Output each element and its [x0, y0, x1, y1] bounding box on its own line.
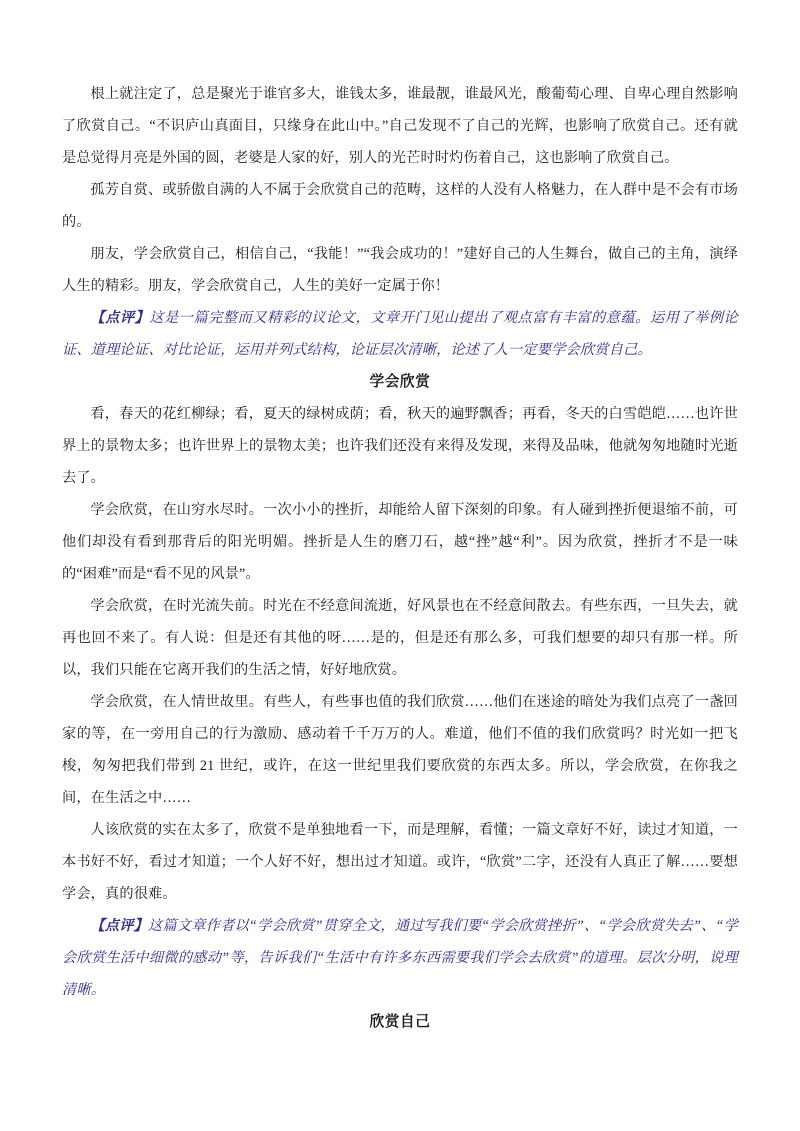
paragraph-seasons: 看，春天的花红柳绿；看，夏天的绿树成荫；看，秋天的遍野飘香；再看，冬天的白雪皑皑……也许世界上的景物太多；也许世界上的景物太美；也许我们还没有来得及发现，来得及品味，他就匆匆地随时光逝去了。 — [62, 406, 738, 486]
commentary-tag-first: 【点评】 — [90, 310, 150, 326]
commentary-second — [62, 910, 738, 1006]
paragraph-self-admiration: 孤芳自赏、或骄傲自满的人不属于会欣赏自己的范畴，这样的人没有人格魅力，在人群中是不会有市场的。 — [62, 182, 738, 230]
paragraph-setback: 学会欣赏，在山穷水尽时。一次小小的挫折，却能给人留下深刻的印象。有人碰到挫折便退缩不前，可他们却没有看到那背后的阳光明媚。挫折是人生的磨刀石，越“挫”越“利”。因为欣赏，挫折才不是一味的“困难”而是“看不见的风景”。 — [62, 502, 738, 582]
document-content — [62, 78, 738, 1038]
paragraph-human-affairs: 学会欣赏，在人情世故里。有些人，有些事也值的我们欣赏……他们在迷途的暗处为我们点亮了一盏回家的等，在一旁用自己的行为激励、感动着千千万万的人。难道，他们不值的我们欣赏吗？时光如一把飞梭，匆匆把我们带到 21 世纪，或许，在这一世纪里我们要欣赏的东西太多。所以，学会欣赏，在你我之间，在生活之中…… — [62, 694, 738, 806]
essay-title-appreciate-yourself: 欣赏自己 — [369, 1014, 431, 1030]
commentary-tag-second: 【点评】 — [90, 918, 149, 934]
paragraph-friend-learn: 朋友，学会欣赏自己，相信自己，“我能！”“我会成功的！”建好自己的人生舞台，做自己的主角，演绎人生的精彩。朋友，学会欣赏自己，人生的美好一定属于你！ — [62, 246, 738, 294]
essay-title-learn-to-appreciate: 学会欣赏 — [369, 374, 431, 390]
paragraph-time: 学会欣赏，在时光流失前。时光在不经意间流逝，好风景也在不经意间散去。有些东西，一旦失去，就再也回不来了。有人说：但是还有其他的呀……是的，但是还有那么多，可我们想要的却只有那一样。所以，我们只能在它离开我们的生活之情，好好地欣赏。 — [62, 598, 738, 678]
paragraph-understanding: 人该欣赏的实在太多了，欣赏不是单独地看一下，而是理解，看懂；一篇文章好不好，读过才知道，一本书好不好，看过才知道；一个人好不好，想出过才知道。或许，“欣赏”二字，还没有人真正了解……要想学会，真的很难。 — [62, 822, 738, 902]
paragraph-root-determined: 根上就注定了，总是聚光于谁官多大，谁钱太多，谁最靓，谁最风光，酸葡萄心理、自卑心理自然影响了欣赏自己。“不识庐山真面目，只缘身在此山中。”自己发现不了自己的光辉，也影响了欣赏自己。还有就是总觉得月亮是外国的圆，老婆是人家的好，别人的光芒时时灼伤着自己，这也影响了欣赏自己。 — [62, 86, 738, 166]
commentary-text-second: 这篇文章作者以“学会欣赏”贯穿全文，通过写我们要“学会欣赏挫折”、“学会欣赏失去”、“学会欣赏生活中细微的感动”等，告诉我们“生活中有许多东西需要我们学会去欣赏”的道理。层次分明，说理清晰。 — [62, 918, 738, 998]
commentary-text-first: 这是一篇完整而又精彩的议论文，文章开门见山提出了观点富有丰富的意蕴。运用了举例论证、道理论证、对比论证，运用并列式结构，论证层次清晰，论述了人一定要学会欣赏自己。 — [62, 310, 738, 358]
commentary-first — [62, 302, 738, 366]
